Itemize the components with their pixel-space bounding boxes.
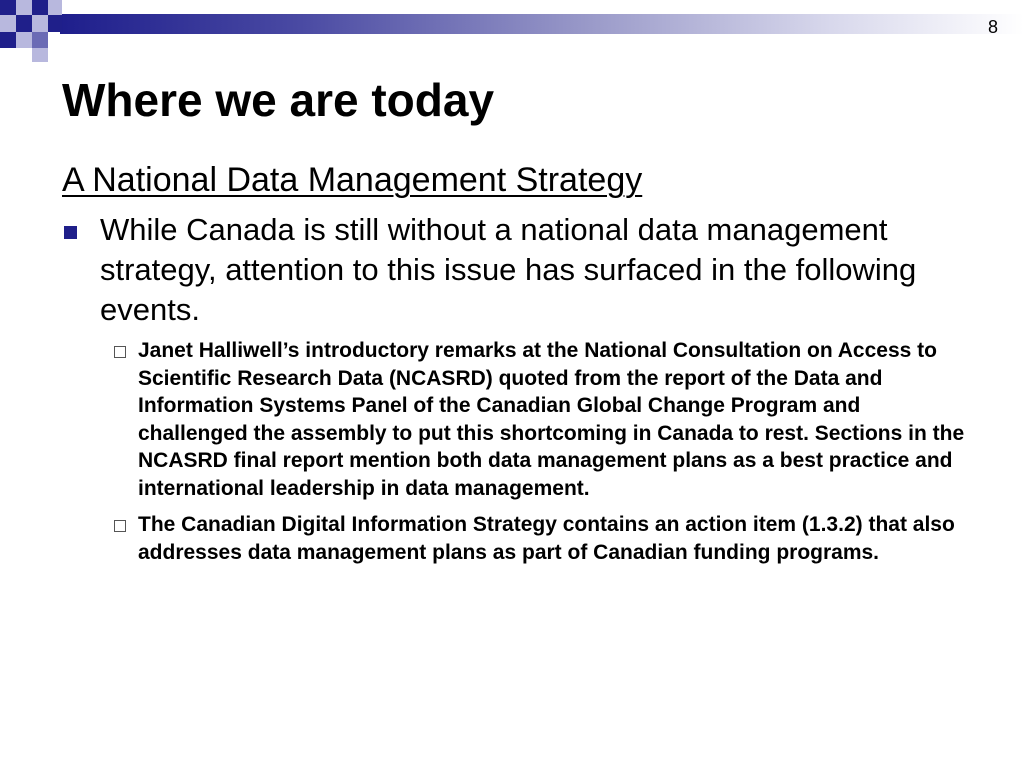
decor-square [48, 15, 62, 32]
slide-title: Where we are today [62, 74, 495, 126]
sub-bullet-item [114, 511, 974, 566]
decor-square [48, 0, 62, 15]
decor-square [32, 48, 48, 62]
header-gradient-bar [60, 14, 1024, 34]
sub-bullet-text: The Canadian Digital Information Strategy contains an action item (1.3.2) that also addresses data management plans as part of Canadian funding programs. [138, 513, 955, 564]
decor-square [32, 15, 48, 32]
decor-square [32, 0, 48, 15]
hollow-square-bullet-icon [114, 520, 126, 532]
sub-bullet-text: Janet Halliwell’s introductory remarks at the National Consultation on Access to Scientific Research Data (NCASRD) quoted from the report of the Data and Information Systems Panel of the Canadian Global Change Program and challenged the assembly to put this shortcoming in Canada to rest. Sections in the NCASRD final report mention both data management plans as a best practice and international leadership in data management. [138, 339, 965, 500]
decor-square [0, 0, 16, 15]
decor-square [16, 15, 32, 32]
slide-number: 8 [987, 17, 998, 37]
decor-square [16, 32, 32, 48]
square-bullet-icon [64, 226, 77, 239]
decor-square [32, 32, 48, 48]
hollow-square-bullet-icon [114, 346, 126, 358]
decor-square [0, 32, 16, 48]
main-bullet-text: While Canada is still without a national data management strategy, attention to this issue has surfaced in the following events. [100, 212, 917, 327]
sub-bullet-list [114, 337, 974, 575]
decor-square [16, 0, 32, 15]
sub-bullet-item [114, 337, 974, 502]
decor-square [0, 15, 16, 32]
section-subtitle: A National Data Management Strategy [62, 161, 643, 199]
